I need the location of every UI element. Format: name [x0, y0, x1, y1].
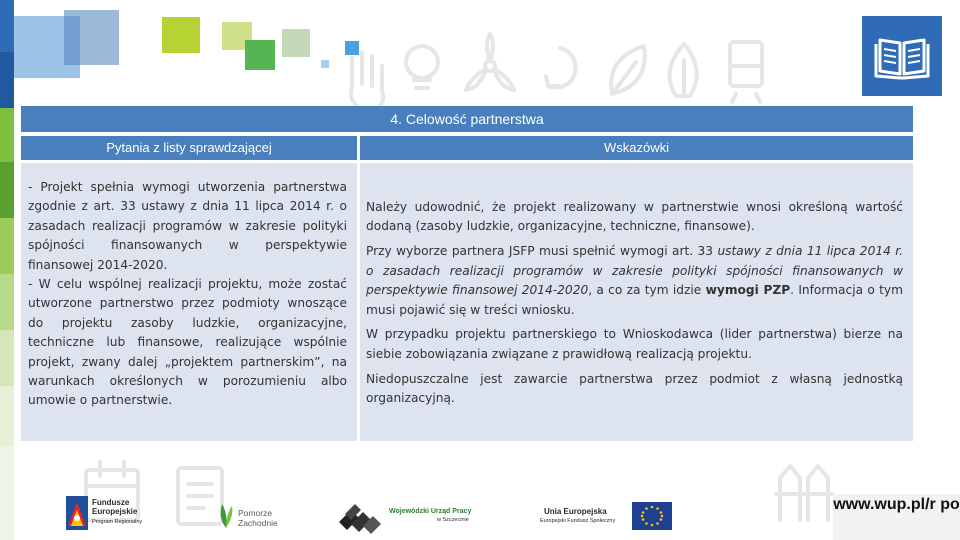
eu-flag-icon: [632, 502, 672, 530]
open-book-icon: [862, 16, 942, 96]
column-header-hints: Wskazówki: [360, 136, 913, 160]
hand-icon: [351, 52, 383, 108]
recycle-icon: [546, 48, 576, 88]
hints-cell: [360, 163, 913, 441]
wup-szczecin-logo: [337, 500, 482, 534]
column-header-questions: Pytania z listy sprawdzającej: [21, 136, 357, 160]
hint-p2-part-c: , a co za tym idzie: [588, 283, 706, 298]
hint-paragraph-1: Należy udowodnić, że projekt realizowany w partnerstwie wnosi określoną wartość dodaną (zasoby ludzkie, organizacyjne, techniczne, finansowe).: [366, 200, 903, 234]
book-tile: [862, 16, 942, 96]
hint-p2-part-a: Przy wyborze partnera JSFP musi spełnić wymogi art. 33: [366, 244, 718, 259]
fe-text-3: Program Regionalny: [92, 519, 143, 525]
questions-cell: [21, 163, 357, 441]
hint-p2-part-e: . Informacja o tym musi pojawić się w treści wniosku.: [366, 283, 903, 317]
pomorze-text-1: Pomorze: [238, 508, 273, 518]
question-text-2: - W celu wspólnej realizacji projektu, może zostać utworzone partnerstwo przez podmioty wnoszące do projektu zasoby ludzkie, organizacyjne, techniczne lub finansowe, realizujące wspólnie projekt, zwany dalej „projektem partnerskim”, na warunkach określonych w porozumieniu albo umowie o partnerstwie.: [28, 277, 347, 408]
pomorze-emblem-icon: [216, 500, 236, 530]
fe-text-2: Europejskie: [92, 507, 138, 516]
ue-text-2: Europejski Fundusz Społeczny: [540, 518, 616, 524]
pomorze-text-2: Zachodnie: [238, 518, 278, 528]
section-title: 4. Celowość partnerstwa: [21, 106, 913, 132]
leaf-icon-2: [670, 44, 697, 96]
turbine-icon: [466, 34, 514, 90]
fundusze-europejskie-logo: [66, 496, 156, 532]
hint-paragraph-4: Niedopuszczalne jest zawarcie partnerstwa przez podmiot z własną jednostką organizacyjną.: [366, 371, 903, 406]
wup-emblem-icon: [337, 500, 385, 534]
ue-text-1: Unia Europejska: [544, 507, 607, 516]
website-link[interactable]: www.wup.pl/r po: [833, 494, 960, 540]
hint-p2-act-title: ustawy z dnia 11 lipca 2014 r. o zasadach realizacji programów w zakresie polityki spójności finansowanych w perspektywie finansowej 2014-2020: [366, 244, 903, 298]
fe-emblem-icon: [66, 496, 88, 530]
fe-text-1: Fundusze: [92, 498, 130, 507]
question-text-1: - Projekt spełnia wymogi utworzenia partnerstwa zgodnie z art. 33 ustawy z dnia 11 lipca 2014 r. o zasadach realizacji programów w zakresie polityki spójności finansowanych w perspektywie finansowej 2014-2020.: [28, 180, 347, 272]
fence-icon-bottom: [776, 466, 832, 520]
wup-text-1: Wojewódzki Urząd Pracy: [389, 508, 472, 515]
hint-p2-pzp: wymogi PZP: [705, 283, 791, 298]
bulb-icon: [406, 46, 438, 88]
wup-text-2: w Szczecinie: [437, 517, 469, 523]
hint-paragraph-3: W przypadku projektu partnerskiego to Wnioskodawca (lider partnerstwa) bierze na siebie zobowiązania związane z prawidłową realizacją projektu.: [366, 327, 903, 361]
pomorze-zachodnie-logo: [216, 500, 286, 532]
unia-europejska-logo: [540, 502, 675, 532]
leaf-icon: [611, 46, 645, 94]
hint-paragraph-2: [366, 242, 903, 320]
tram-icon: [730, 42, 762, 102]
